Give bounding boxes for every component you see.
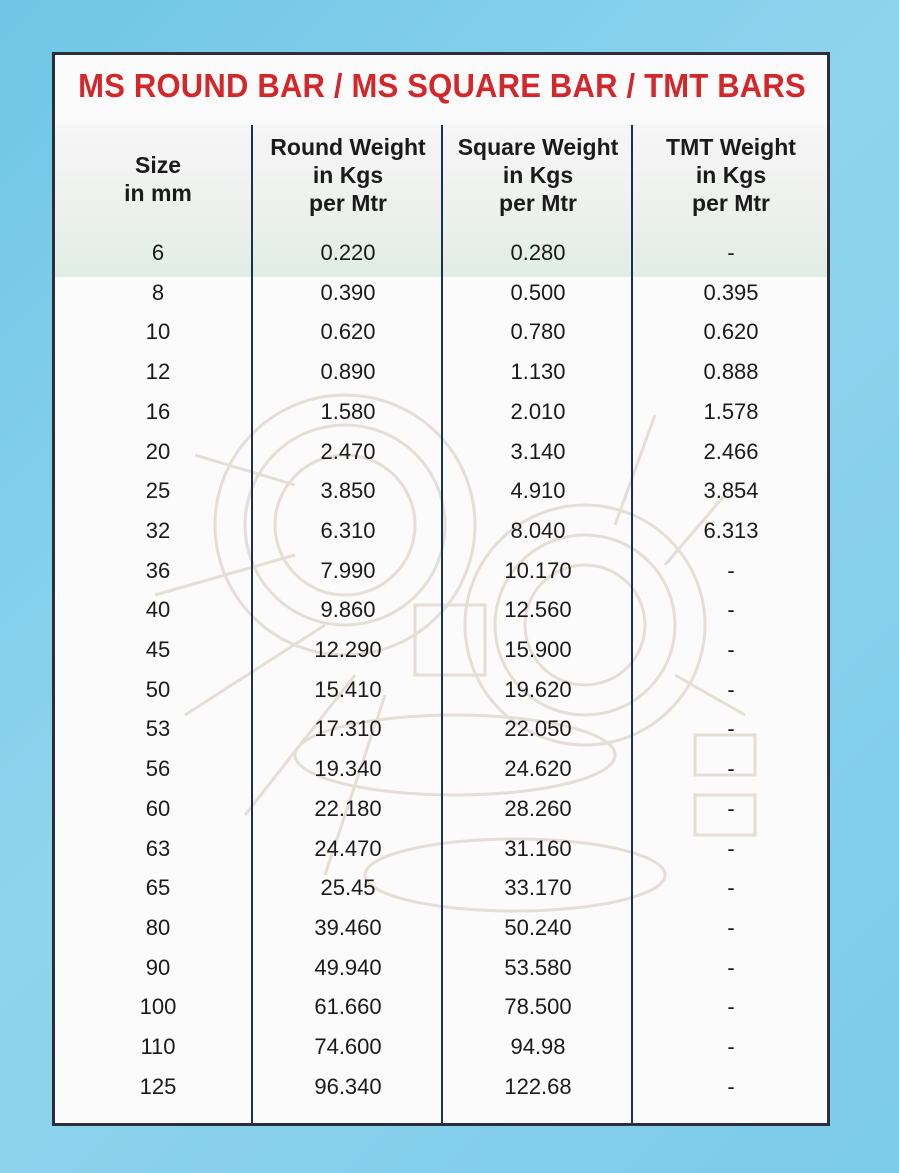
square-weight-cell: 22.050 xyxy=(504,716,572,742)
square-weight-cell: 28.260 xyxy=(504,795,572,821)
size-cell: 63 xyxy=(145,835,171,861)
round-weight-cell: 0.890 xyxy=(320,359,376,385)
table-row xyxy=(55,590,827,630)
size-cell: 45 xyxy=(145,637,171,662)
tmt-weight-cell: - xyxy=(727,914,735,940)
tmt-weight-cell: - xyxy=(727,835,735,861)
square-weight-cell: 24.620 xyxy=(504,756,572,782)
square-weight-cell: 3.140 xyxy=(510,438,566,464)
round-weight-cell: 3.850 xyxy=(320,478,376,504)
table-row xyxy=(55,352,827,392)
tmt-weight-cell: - xyxy=(727,875,735,901)
round-weight-cell: 96.340 xyxy=(314,1073,382,1099)
tmt-weight-cell: 2.466 xyxy=(703,438,759,464)
round-weight-cell: 6.310 xyxy=(320,517,376,543)
table-row xyxy=(55,868,827,908)
header-round-weight: Round Weight in Kgs per Mtr xyxy=(270,134,426,216)
table-row xyxy=(55,312,827,352)
round-weight-cell: 0.220 xyxy=(320,240,376,265)
size-cell: 80 xyxy=(145,914,171,940)
square-weight-cell: 2.010 xyxy=(510,398,566,424)
size-cell: 10 xyxy=(145,319,171,345)
size-cell: 90 xyxy=(145,954,171,980)
table-row xyxy=(55,273,827,313)
table-row xyxy=(55,233,827,273)
header-size: Size in mm xyxy=(124,152,192,206)
tmt-weight-cell: - xyxy=(727,637,735,662)
tmt-weight-cell: - xyxy=(727,597,735,623)
round-weight-cell: 22.180 xyxy=(314,795,382,821)
table-row xyxy=(55,908,827,948)
tmt-weight-cell: - xyxy=(727,716,735,742)
size-cell: 32 xyxy=(145,517,171,543)
table-row xyxy=(55,630,827,670)
size-cell: 53 xyxy=(145,716,171,742)
tmt-weight-cell: - xyxy=(727,1034,735,1059)
tmt-weight-cell: 0.620 xyxy=(703,319,759,345)
square-weight-cell: 0.780 xyxy=(510,319,566,345)
tmt-weight-cell: 6.313 xyxy=(703,517,759,543)
size-cell: 6 xyxy=(151,240,165,265)
square-weight-cell: 12.560 xyxy=(504,597,572,623)
tmt-weight-cell: - xyxy=(727,676,735,702)
round-weight-cell: 9.860 xyxy=(320,597,376,623)
table-row xyxy=(55,749,827,789)
square-weight-cell: 78.500 xyxy=(504,994,572,1020)
square-weight-cell: 0.280 xyxy=(510,240,566,265)
round-weight-cell: 0.390 xyxy=(320,279,376,305)
table-row xyxy=(55,551,827,591)
table-row xyxy=(55,987,827,1027)
table-row xyxy=(55,948,827,988)
square-weight-cell: 122.68 xyxy=(504,1073,572,1099)
round-weight-cell: 49.940 xyxy=(314,954,382,980)
square-weight-cell: 8.040 xyxy=(510,517,566,543)
header-tmt-weight: TMT Weight in Kgs per Mtr xyxy=(666,134,796,216)
square-weight-cell: 1.130 xyxy=(510,359,566,385)
square-weight-cell: 33.170 xyxy=(504,875,572,901)
round-weight-cell: 61.660 xyxy=(314,994,382,1020)
square-weight-cell: 31.160 xyxy=(504,835,572,861)
square-weight-cell: 19.620 xyxy=(504,676,572,702)
table-row xyxy=(55,471,827,511)
chart-title: MS ROUND BAR / MS SQUARE BAR / TMT BARS xyxy=(78,67,806,104)
tmt-weight-cell: 1.578 xyxy=(703,398,759,424)
square-weight-cell: 0.500 xyxy=(510,279,566,305)
round-weight-cell: 15.410 xyxy=(314,676,382,702)
square-weight-cell: 94.98 xyxy=(510,1034,566,1059)
square-weight-cell: 15.900 xyxy=(504,637,572,662)
weight-chart-card xyxy=(52,52,830,1126)
size-cell: 20 xyxy=(145,438,171,464)
round-weight-cell: 1.580 xyxy=(320,398,376,424)
size-cell: 50 xyxy=(145,676,171,702)
table-row xyxy=(55,1067,827,1107)
tmt-weight-cell: - xyxy=(727,1073,735,1099)
round-weight-cell: 2.470 xyxy=(320,438,376,464)
table-row xyxy=(55,789,827,829)
tmt-weight-cell: - xyxy=(727,994,735,1020)
size-cell: 25 xyxy=(145,478,171,504)
tmt-weight-cell: - xyxy=(727,795,735,821)
size-cell: 100 xyxy=(139,994,177,1020)
size-cell: 110 xyxy=(140,1034,176,1059)
size-cell: 125 xyxy=(139,1073,177,1099)
size-cell: 36 xyxy=(145,557,171,583)
round-weight-cell: 74.600 xyxy=(314,1034,382,1059)
square-weight-cell: 10.170 xyxy=(504,557,572,583)
tmt-weight-cell: - xyxy=(727,240,735,265)
round-weight-cell: 17.310 xyxy=(314,716,382,742)
table-row xyxy=(55,829,827,869)
size-cell: 56 xyxy=(145,756,171,782)
square-weight-cell: 4.910 xyxy=(510,478,566,504)
size-cell: 16 xyxy=(145,398,171,424)
table-row xyxy=(55,511,827,551)
size-cell: 60 xyxy=(145,795,171,821)
square-weight-cell: 53.580 xyxy=(504,954,572,980)
size-cell: 8 xyxy=(151,279,165,305)
tmt-weight-cell: - xyxy=(727,954,735,980)
tmt-weight-cell: 3.854 xyxy=(703,478,759,504)
table-row xyxy=(55,392,827,432)
size-cell: 12 xyxy=(145,359,171,385)
tmt-weight-cell: - xyxy=(727,557,735,583)
table-row xyxy=(55,709,827,749)
round-weight-cell: 24.470 xyxy=(314,835,382,861)
round-weight-cell: 19.340 xyxy=(314,756,382,782)
tmt-weight-cell: 0.888 xyxy=(703,359,759,385)
size-cell: 40 xyxy=(145,597,171,623)
table-row xyxy=(55,432,827,472)
round-weight-cell: 25.45 xyxy=(320,875,376,901)
table-row xyxy=(55,1027,827,1067)
round-weight-cell: 0.620 xyxy=(320,319,376,345)
size-cell: 65 xyxy=(145,875,171,901)
table-row xyxy=(55,670,827,710)
header-square-weight: Square Weight in Kgs per Mtr xyxy=(457,134,619,216)
round-weight-cell: 39.460 xyxy=(314,914,382,940)
round-weight-cell: 12.290 xyxy=(314,637,382,662)
round-weight-cell: 7.990 xyxy=(320,557,376,583)
tmt-weight-cell: 0.395 xyxy=(703,279,759,305)
tmt-weight-cell: - xyxy=(727,756,735,782)
square-weight-cell: 50.240 xyxy=(504,914,572,940)
